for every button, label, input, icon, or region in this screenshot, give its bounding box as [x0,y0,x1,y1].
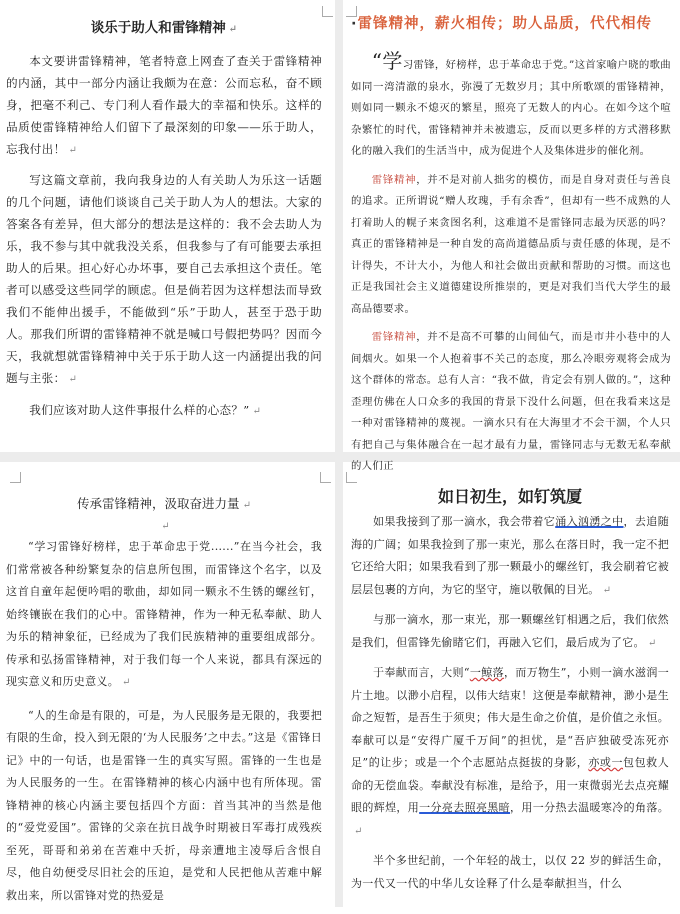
empty-line: ↵ [161,521,170,532]
page-title: 如日初生，如钉筑厦 [437,487,582,506]
page-title: 传承雷锋精神，汲取奋进力量 ↵ [77,496,251,511]
paragraph: “人的生命是有限的，可是，为人民服务是无限的，我要把有限的生命，投入到无限的‘为人民服务’之中去。”这是《雷锋日记》中的一句话，也是雷锋一生的真实写照。雷锋的一生也是为人民服务的一生。在雷锋精神的核心内涵中也有所体现。雷锋精神的核心内涵主要包括四个方面：首当其冲的当然是他的“爱党爱国”。雷锋的父亲在抗日战争时期被日军毒打成残疾至死，哥哥和弟弟在苦难中夭折，母亲遭地主凌辱后含恨自尽，他自幼便受尽旧社会的压迫，是党和人民把他从苦难中解救出来，所以雷锋对党的热爱是 [6,708,322,902]
page-title: ·雷锋精神，薪火相传；助人品质，代代相传 [351,16,653,32]
spellcheck-mark: 亦或一 [588,756,624,769]
paragraph: 本文要讲雷锋精神，笔者特意上网查了查关于雷锋精神的内涵，其中一部分内涵让我颇为在意：公而忘私，奋不顾身，把毫不利己、专门利人看作最大的幸福和快乐。这样的品质使雷锋精神给人们留下了最深刻的印象——乐于助人，忘我付出！ ↵ [6,54,322,156]
underlined-text: 一分亮去照亮黑暗 [419,801,511,814]
paragraph: 半个多世纪前，一个年轻的战士，以仅 22 岁的鲜活生命，为一代又一代的中华儿女诠释了什么是奉献担当，什么 [351,854,669,890]
document-page-top-left [0,0,332,450]
spellcheck-mark: 一鲸落 [469,666,504,679]
underlined-text: 涌入汹湧之中 [555,515,624,528]
document-page-bottom-left [0,462,332,907]
paragraph: 如果我接到了那一滴水，我会带着它涌入汹湧之中，去追随海的广阔；如果我捡到了那一束光，那么在落日时，我一定不把它还给大阳；如果我看到了那一颗最小的螺丝钉，我会刷着它被层层包裹的方向，为它的坚守，施以敬佩的目光。 ↵ [351,515,669,596]
paragraph: 与那一滴水，那一束光，那一颗螺丝钉相遇之后，我们依然是我们，但雷锋先偷睹它们，再融入它们，最后成为了它。 ↵ [351,613,669,649]
paragraph: 我们应该对助人这件事报什么样的心态？” ↵ [29,403,262,417]
paragraph: 雷锋精神，并不是对前人拙劣的模仿，而是自身对责任与善良的追求。正所谓说“赠人玫瑰，手有余香”，但却有一些不成熟的人打着助人的幌子来贪图名利，这难道不是雷锋同志最为厌恶的吗？真正的雷锋精神是一种自发的高尚道德品质与责任感的体现，是不计得失，不计大小，为他人和社会做出贡献和帮助的习惯。而这也正是我国社会主义道德建设所推崇的，更是对我们当代大学生的最高品德要求。 [351,173,671,315]
paragraph: “学习雷锋好榜样，忠于革命忠于党......”在当今社会，我们常常被各种纷繁复杂的信息所包围，而雷锋这个名字，以及这首自童年起便吟唱的歌曲，却如同一颗永不生锈的螺丝钉，始终镶嵌在我们的心中。雷锋精神，作为一种无私奉献、助人为乐的精神象征，已经成为了我们民族精神的重要组成部分。传承和弘扬雷锋精神，对于我们每一个人来说，都具有深远的现实意义和历史意义。 ↵ [6,540,322,688]
paragraph: 写这篇文章前，我向我身边的人有关助人为乐这一话题的几个问题，请他们谈谈自己关于助人为人的想法。大家的答案各有差异，但大部分的想法是这样的：我不会去助人为乐，我不参与其中就我没关系，但我参与了有可能要去承担助人的后果。担心好心办坏事，要自己去承担这个责任。笔者可以感受这些同学的顾虑。但是倘若因为这样想法而导致我们不能伸出援手，不能做到“乐”于助人，甚至于恐于助人。那我们所谓的雷锋精神不就是喊口号假把势吗？因而今天，我就想就雷锋精神中关于乐于助人这一内涵提出我的问题与主张： ↵ [6,173,322,385]
paragraph: “学习雷锋，好榜样，忠于革命忠于党。”这首家喻户晓的歌曲如同一湾清澈的泉水，弥漫了无数岁月；其中所歌颂的雷锋精神，则如同一颗永不熄灭的繁星，照亮了无数人的内心。在如今这个喧杂繁忙的时代，雷锋精神并未被遗忘，反而以更多样的方式潜移默化的融入我们的生活当中，成为促进个人及集体进步的催化剂。 [351,49,671,157]
document-page-top-right [343,0,680,472]
paragraph: 雷锋精神，并不是高不可攀的山间仙气，而是市井小巷中的人间烟火。如果一个人抱着事不关己的态度，那么冷眼旁观将会成为这个群体的常态。总有人言：“我不做，肯定会有别人做的。”，这种歪理仿佛在人口众多的我国的背景下没什么问题，但在我看来这是一种对雷锋精神的蔑视。一滴水只有在大海里才不会干涸，个人只有把自己与集体融合在一起才最有力量，雷锋同志与无数无私奉献的人们正 [351,331,671,472]
paragraph: 于奉献而言，大则“一鲸落，而万物生”，小则一滴水滋润一片土地。以渺小启程，以伟大结束！这便是奉献精神，渺小是生命之短暂，是吾生于须臾；伟大是生命之价值，是价值之永恒。奉献可以是“安得广厦千万间”的担忧，是“吾庐独破受冻死亦足”的让步；或是一个个志愿站点挺拔的身影，亦或一包包救人命的无偿血袋。奉献没有标准，是给予，用一束微弱光去点亮耀眼的辉煌，用一分亮去照亮黑暗，用一分热去温暖寒冷的角落。↵ [351,666,670,837]
page-title: 谈乐于助人和雷锋精神 ↵ [90,20,238,36]
document-page-bottom-right [343,462,680,907]
